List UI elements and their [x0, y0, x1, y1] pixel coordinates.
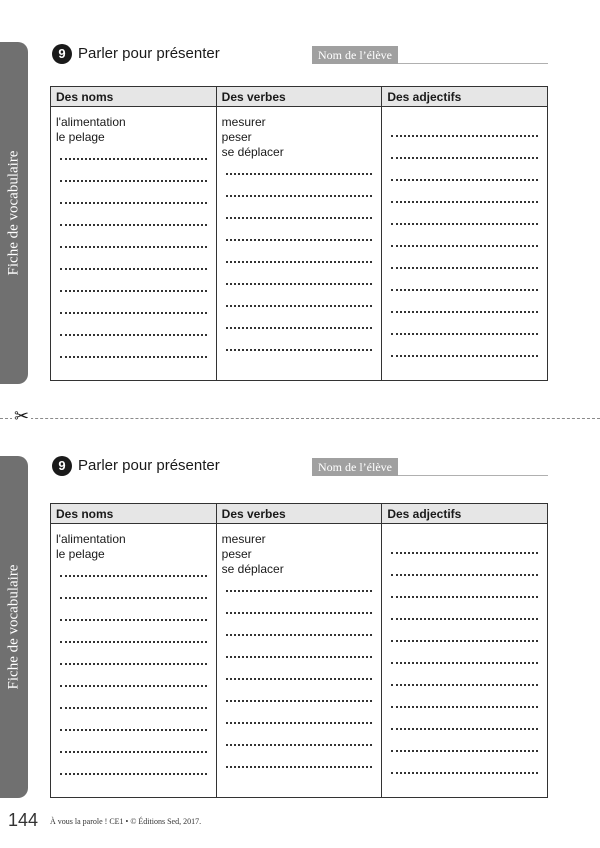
write-line[interactable] [391, 752, 538, 774]
write-line[interactable] [226, 680, 373, 702]
write-line[interactable] [226, 592, 373, 614]
word: mesurer [221, 532, 266, 546]
write-line[interactable] [226, 307, 373, 329]
word: l'alimentation [56, 532, 126, 546]
cut-line [0, 418, 600, 419]
write-line[interactable] [60, 665, 207, 687]
write-line[interactable] [391, 181, 538, 203]
write-line[interactable] [60, 248, 207, 270]
write-line[interactable] [60, 314, 207, 336]
word: l'alimentation [56, 115, 126, 129]
activity-number-badge: 9 [52, 456, 72, 476]
column-header-noms: Des noms [51, 504, 217, 524]
write-line[interactable] [226, 160, 373, 175]
write-line[interactable] [226, 636, 373, 658]
write-line[interactable] [226, 285, 373, 307]
word: mesurer [221, 115, 266, 129]
write-line[interactable] [391, 554, 538, 576]
write-line[interactable] [226, 702, 373, 724]
write-line[interactable] [391, 730, 538, 752]
write-line[interactable] [60, 562, 207, 577]
side-tab [0, 42, 28, 384]
write-line[interactable] [60, 270, 207, 292]
write-line[interactable] [226, 577, 373, 592]
student-name-line [398, 63, 548, 64]
write-line[interactable] [226, 175, 373, 197]
write-line[interactable] [60, 204, 207, 226]
vocab-table [50, 86, 548, 381]
write-line[interactable] [391, 620, 538, 642]
write-line[interactable] [60, 577, 207, 599]
word: peser [221, 547, 252, 561]
write-line[interactable] [226, 724, 373, 746]
column-adjectifs[interactable] [382, 524, 548, 798]
write-line[interactable] [391, 708, 538, 730]
write-line[interactable] [391, 269, 538, 291]
write-line[interactable] [391, 203, 538, 225]
word: le pelage [56, 547, 105, 561]
page-number: 144 [8, 810, 39, 830]
write-line[interactable] [60, 160, 207, 182]
column-header-noms: Des noms [51, 87, 217, 107]
student-name-label: Nom de l’élève : [312, 46, 398, 64]
write-line[interactable] [391, 137, 538, 159]
student-name-line [398, 475, 548, 476]
word: peser [221, 130, 252, 144]
write-line[interactable] [391, 159, 538, 181]
word: se déplacer [221, 145, 284, 159]
student-name-field[interactable] [312, 46, 548, 80]
write-line[interactable] [391, 686, 538, 708]
scissors-icon: ✂ [14, 406, 30, 427]
write-line[interactable] [60, 731, 207, 753]
column-noms[interactable] [51, 524, 217, 798]
write-line[interactable] [60, 292, 207, 314]
write-line[interactable] [391, 532, 538, 554]
activity-title: Parler pour présenter [78, 457, 220, 474]
student-name-field[interactable] [312, 458, 548, 492]
activity-number-badge: 9 [52, 44, 72, 64]
word: se déplacer [221, 562, 284, 576]
write-line[interactable] [60, 145, 207, 160]
write-line[interactable] [60, 709, 207, 731]
write-line[interactable] [391, 313, 538, 335]
write-line[interactable] [60, 621, 207, 643]
write-line[interactable] [60, 687, 207, 709]
column-noms[interactable] [51, 107, 217, 381]
write-line[interactable] [226, 329, 373, 351]
column-header-adjectifs: Des adjectifs [382, 504, 548, 524]
write-line[interactable] [60, 182, 207, 204]
write-line[interactable] [391, 664, 538, 686]
write-line[interactable] [391, 115, 538, 137]
write-line[interactable] [60, 643, 207, 665]
write-line[interactable] [60, 753, 207, 775]
write-line[interactable] [391, 576, 538, 598]
write-line[interactable] [60, 336, 207, 358]
write-line[interactable] [391, 225, 538, 247]
write-line[interactable] [391, 291, 538, 313]
write-line[interactable] [226, 219, 373, 241]
write-line[interactable] [226, 263, 373, 285]
column-verbes[interactable] [216, 524, 382, 798]
word: le pelage [56, 130, 105, 144]
side-tab [0, 456, 28, 798]
write-line[interactable] [391, 598, 538, 620]
write-line[interactable] [226, 746, 373, 768]
column-verbes[interactable] [216, 107, 382, 381]
side-tab-label: Fiche de vocabulaire [5, 564, 22, 690]
student-name-label: Nom de l’élève : [312, 458, 398, 476]
write-line[interactable] [226, 197, 373, 219]
column-header-verbes: Des verbes [216, 504, 382, 524]
footer-credit: À vous la parole ! CE1 • © Éditions Sed, 2017. [50, 817, 202, 826]
side-tab-label: Fiche de vocabulaire [5, 150, 22, 276]
activity-title: Parler pour présenter [78, 45, 220, 62]
write-line[interactable] [226, 658, 373, 680]
write-line[interactable] [391, 335, 538, 357]
column-adjectifs[interactable] [382, 107, 548, 381]
write-line[interactable] [60, 226, 207, 248]
vocab-table [50, 503, 548, 798]
write-line[interactable] [226, 614, 373, 636]
write-line[interactable] [226, 241, 373, 263]
column-header-adjectifs: Des adjectifs [382, 87, 548, 107]
write-line[interactable] [60, 599, 207, 621]
column-header-verbes: Des verbes [216, 87, 382, 107]
write-line[interactable] [391, 247, 538, 269]
write-line[interactable] [391, 642, 538, 664]
